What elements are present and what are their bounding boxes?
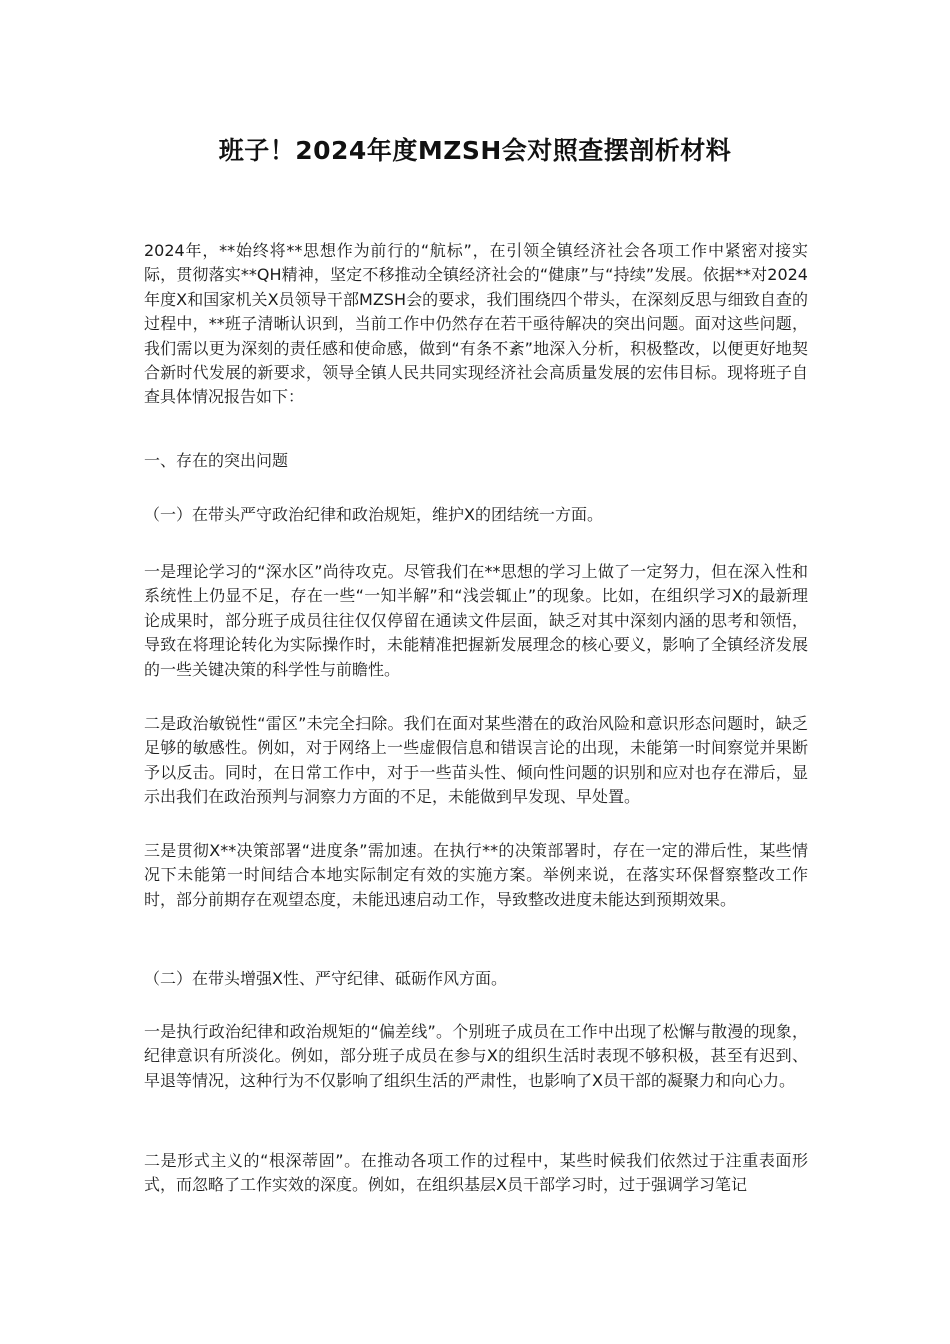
paragraph-formalism: 二是形式主义的“根深蒂固”。在推动各项工作的过程中，某些时候我们依然过于注重表面形式，而忽略了工作实效的深度。例如，在组织基层X员干部学习时，过于强调学习笔记: [144, 1151, 808, 1195]
paragraph-theory-study: 一是理论学习的“深水区”尚待攻克。尽管我们在**思想的学习上做了一定努力，但在深入性和系统性上仍显不足，存在一些“一知半解”和“浅尝辄止”的现象。比如，在组织学习X的最新理论成果时，部分班子成员往往仅仅停留在通读文件层面，缺乏对其中深刻内涵的思考和领悟，导致在将理论转化为实际操作时，未能精准把握新发展理念的核心要义，影响了全镇经济发展的一些关键决策的科学性与前瞻性。: [144, 562, 808, 679]
section-heading-problems: 一、存在的突出问题: [144, 451, 289, 470]
subsection-heading-political-discipline: （一）在带头严守政治纪律和政治规矩，维护X的团结统一方面。: [144, 505, 603, 524]
document-title: 班子！2024年度MZSH会对照查摆剖析材料: [218, 136, 732, 165]
paragraph-discipline-deviation: 一是执行政治纪律和政治规矩的“偏差线”。个别班子成员在工作中出现了松懈与散漫的现象，纪律意识有所淡化。例如，部分班子成员在参与X的组织生活时表现不够积极，甚至有迟到、早退等情况，这种行为不仅影响了组织生活的严肃性，也影响了X员干部的凝聚力和向心力。: [144, 1022, 808, 1090]
intro-paragraph: 2024年，**始终将**思想作为前行的“航标”，在引领全镇经济社会各项工作中紧密对接实际，贯彻落实**QH精神，坚定不移推动全镇经济社会的“健康”与“持续”发展。依据**对2024年度X和国家机关X员领导干部MZSH会的要求，我们围绕四个带头，在深刻反思与细致自查的过程中，**班子清晰认识到，当前工作中仍然存在若干亟待解决的突出问题。面对这些问题，我们需以更为深刻的责任感和使命感，做到“有条不紊”地深入分析，积极整改，以便更好地契合新时代发展的新要求，领导全镇人民共同实现经济社会高质量发展的宏伟目标。现将班子自查具体情况报告如下：: [144, 241, 808, 407]
paragraph-political-sensitivity: 二是政治敏锐性“雷区”未完全扫除。我们在面对某些潜在的政治风险和意识形态问题时，缺乏足够的敏感性。例如，对于网络上一些虚假信息和错误言论的出现，未能第一时间察觉并果断予以反击。同时，在日常工作中，对于一些苗头性、倾向性问题的识别和应对也存在滞后，显示出我们在政治预判与洞察力方面的不足，未能做到早发现、早处置。: [144, 714, 808, 807]
paragraph-decision-implementation: 三是贯彻X**决策部署“进度条”需加速。在执行**的决策部署时，存在一定的滞后性，某些情况下未能第一时间结合本地实际制定有效的实施方案。举例来说，在落实环保督察整改工作时，部分前期存在观望态度，未能迅速启动工作，导致整改进度未能达到预期效果。: [144, 841, 808, 909]
subsection-heading-discipline-style: （二）在带头增强X性、严守纪律、砥砺作风方面。: [144, 969, 507, 988]
